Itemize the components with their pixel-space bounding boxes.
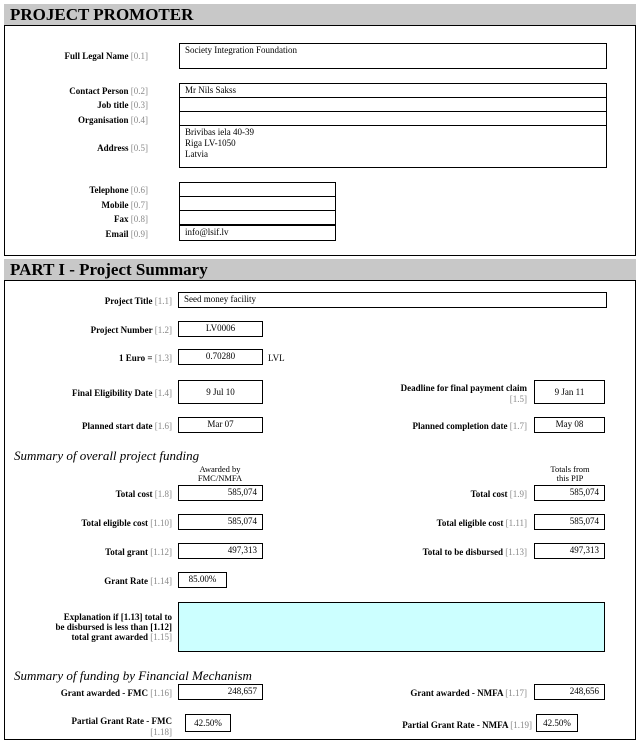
eligible-left-field[interactable]: 585,074 (178, 514, 263, 530)
deadline-final-payment-label: Deadline for final payment claim [1.5] (400, 383, 527, 404)
address-field[interactable]: Brivibas iela 40-39 Riga LV-1050 Latvia (179, 125, 607, 168)
grant-fmc-field[interactable]: 248,657 (178, 684, 263, 700)
total-cost-right-label: Total cost [1.9] (470, 489, 527, 499)
summary-heading: PART I - Project Summary (4, 259, 636, 281)
col-totals-header: Totals from this PIP (550, 464, 590, 483)
total-cost-left-label: Total cost [1.8] (115, 489, 172, 499)
telephone-label: Telephone [0.6] (89, 185, 148, 195)
project-number-label: Project Number [1.2] (90, 325, 172, 335)
grant-rate-field[interactable]: 85.00% (178, 572, 227, 588)
fax-field[interactable] (179, 210, 336, 225)
planned-start-label: Planned start date [1.6] (82, 421, 172, 431)
mobile-label: Mobile [0.7] (101, 200, 148, 210)
overall-funding-title: Summary of overall project funding (14, 448, 200, 463)
planned-completion-field[interactable]: May 08 (534, 417, 605, 433)
total-grant-field[interactable]: 497,313 (178, 543, 263, 559)
full-legal-name-label: Full Legal Name [0.1] (64, 51, 148, 61)
job-title-field[interactable] (179, 97, 607, 112)
total-grant-label: Total grant [1.12] (105, 547, 172, 557)
euro-rate-label: 1 Euro = [1.3] (119, 353, 172, 363)
mechanism-funding-title: Summary of funding by Financial Mechanism (14, 668, 252, 683)
organisation-label: Organisation [0.4] (77, 115, 148, 125)
fax-label: Fax [0.8] (114, 214, 148, 224)
to-be-disbursed-label: Total to be disbursed [1.13] (422, 547, 527, 557)
promoter-heading: PROJECT PROMOTER (4, 4, 636, 26)
final-eligibility-field[interactable]: 9 Jul 10 (178, 380, 263, 404)
explanation-label: Explanation if [1.13] total to be disbursed is less than [1.12] total grant awarded [1.15] (55, 612, 172, 642)
final-eligibility-label: Final Eligibility Date [1.4] (71, 388, 172, 398)
total-cost-right-field[interactable]: 585,074 (534, 485, 605, 501)
partial-nmfa-label: Partial Grant Rate - NMFA [1.19] (402, 720, 532, 730)
deadline-final-payment-field[interactable]: 9 Jan 11 (534, 380, 605, 404)
contact-person-field[interactable]: Mr Nils Sakss (179, 83, 607, 98)
grant-rate-label: Grant Rate [1.14] (104, 576, 172, 586)
address-label: Address [0.5] (97, 143, 148, 153)
organisation-field[interactable] (179, 111, 607, 126)
grant-nmfa-field[interactable]: 248,656 (534, 684, 605, 700)
explanation-field[interactable] (178, 602, 605, 652)
euro-rate-field[interactable]: 0.70280 (178, 349, 263, 365)
partial-fmc-label: Partial Grant Rate - FMC [1.18] (71, 716, 172, 737)
full-legal-name-field[interactable]: Society Integration Foundation (179, 43, 607, 69)
total-cost-left-field[interactable]: 585,074 (178, 485, 263, 501)
eligible-right-label: Total eligible cost [1.11] (436, 518, 527, 528)
project-number-field[interactable]: LV0006 (178, 321, 263, 337)
col-awarded-header: Awarded by FMC/NMFA (197, 464, 243, 483)
euro-rate-unit: LVL (268, 353, 285, 363)
email-label: Email [0.9] (105, 229, 148, 239)
to-be-disbursed-field[interactable]: 497,313 (534, 543, 605, 559)
project-title-field[interactable]: Seed money facility (178, 292, 607, 308)
planned-start-field[interactable]: Mar 07 (178, 417, 263, 433)
eligible-left-label: Total eligible cost [1.10] (81, 518, 172, 528)
telephone-field[interactable] (179, 182, 336, 197)
partial-nmfa-field[interactable]: 42.50% (536, 714, 578, 732)
eligible-right-field[interactable]: 585,074 (534, 514, 605, 530)
grant-nmfa-label: Grant awarded - NMFA [1.17] (410, 688, 527, 698)
project-title-label: Project Title [1.1] (104, 296, 172, 306)
mobile-field[interactable] (179, 196, 336, 211)
partial-fmc-field[interactable]: 42.50% (185, 714, 231, 732)
contact-person-label: Contact Person [0.2] (69, 86, 148, 96)
planned-completion-label: Planned completion date [1.7] (412, 421, 527, 431)
grant-fmc-label: Grant awarded - FMC [1.16] (60, 688, 172, 698)
job-title-label: Job title [0.3] (97, 100, 148, 110)
email-field[interactable]: info@lsif.lv (179, 225, 336, 241)
